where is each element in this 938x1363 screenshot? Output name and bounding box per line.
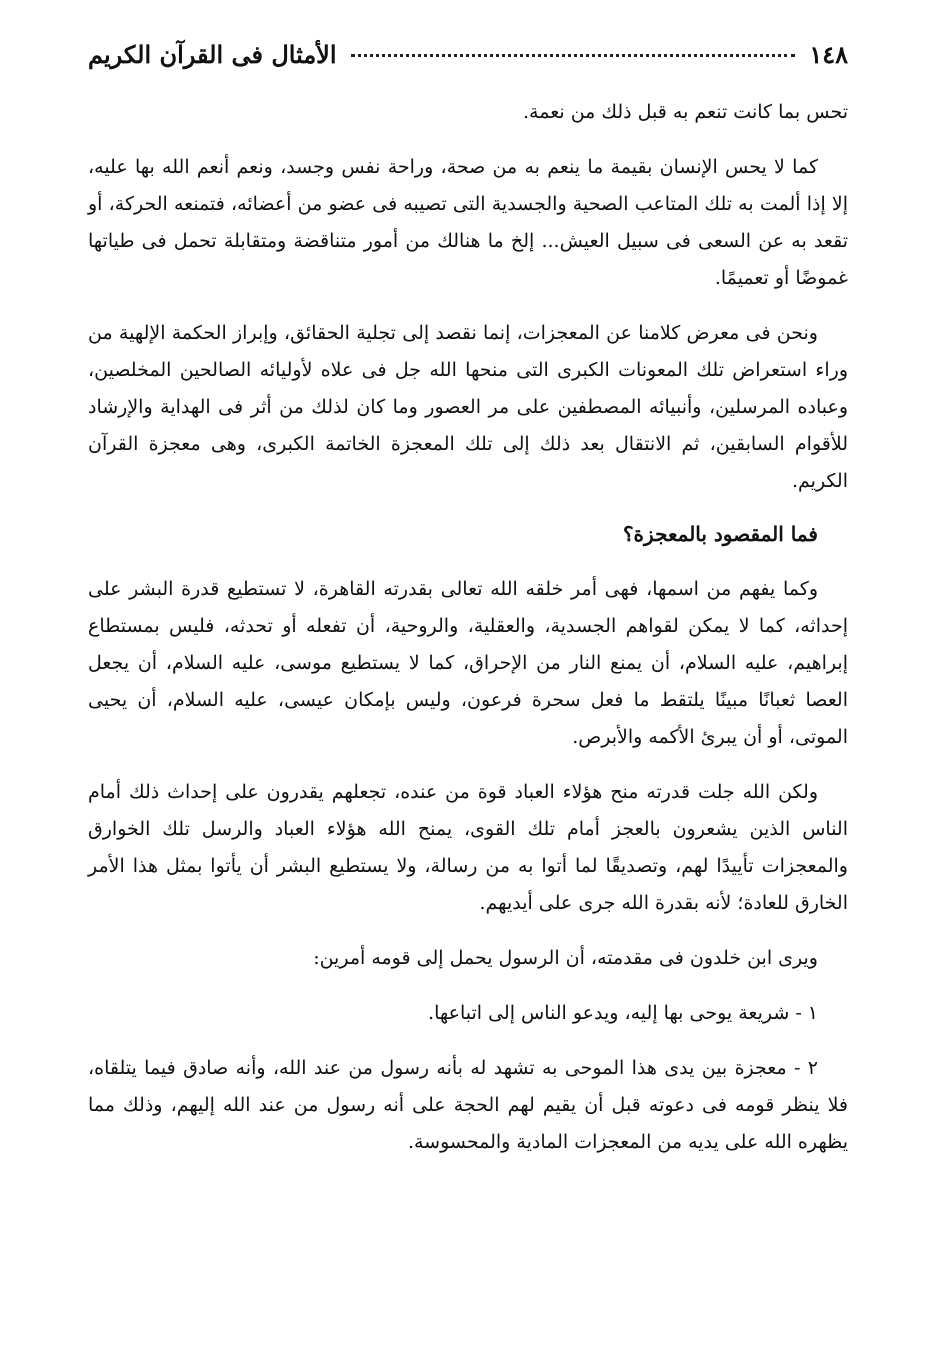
list-item: ١ - شريعة يوحى بها إليه، ويدعو الناس إلى اتباعها.: [428, 1002, 818, 1024]
section-subheading: فما المقصود بالمعجزة؟: [622, 522, 818, 546]
paragraph: ويرى ابن خلدون فى مقدمته، أن الرسول يحمل إلى قومه أمرين:: [313, 947, 818, 969]
body-text: [88, 94, 848, 1161]
paragraph: ونحن فى معرض كلامنا عن المعجزات، إنما نقصد إلى تجلية الحقائق، وإبراز الحكمة الإلهية من وراء استعراض تلك المعونات الكبرى التى منحها الله جل فى علاه لأوليائه الصالحين المخلصين، وعباده المرسلين، وأنبيائه المصطفين على مر العصور وما كان لذلك من أثر فى الهداية والإرشاد للأقوام السابقين، ثم الانتقال بعد ذلك إلى تلك المعجزة الخاتمة الكبرى، وهى معجزة القرآن الكريم.: [88, 322, 848, 492]
paragraph: وكما يفهم من اسمها، فهى أمر خلقه الله تعالى بقدرته القاهرة، لا تستطيع قدرة البشر على إحداثه، كما لا يمكن لقواهم الجسدية، والعقلية، والروحية، أن تفعله أو تحدثه، فليس بمستطاع إبراهيم، عليه السلام، أن يمنع النار من الإحراق، كما لا يستطيع موسى، عليه السلام، أن يجعل العصا ثعبانًا مبينًا يلتقط ما فعل سحرة فرعون، وليس بإمكان عيسى، عليه السلام، أن يحيى الموتى، أو أن يبرئ الأكمه والأبرص.: [88, 578, 848, 748]
paragraph: ولكن الله جلت قدرته منح هؤلاء العباد قوة من عنده، تجعلهم يقدرون على إحداث ذلك أمام الناس الذين يشعرون بالعجز أمام تلك القوى، يمنح الله هؤلاء العباد والرسل تلك الخوارق والمعجزات تأييدًا لهم، وتصديقًا لما أتوا به من رسالة، ولا يستطيع البشر أن يأتوا بمثل هذا الأمر الخارق للعادة؛ لأنه بقدرة الله جرى على أيديهم.: [88, 781, 848, 914]
list-item: ٢ - معجزة بين يدى هذا الموحى به تشهد له بأنه رسول من عند الله، وأنه صادق فيما يتلقاه، فلا ينظر قومه فى دعوته قبل أن يقيم لهم الحجة على أنه رسول من عند الله إليهم، وذلك مما يظهره الله على يديه من المعجزات المادية والمحسوسة.: [88, 1057, 848, 1153]
page-number: ١٤٨: [809, 40, 848, 69]
paragraph-continuation: تحس بما كانت تنعم به قبل ذلك من نعمة.: [522, 101, 848, 123]
header-dot-leader: [351, 54, 796, 57]
book-title: الأمثال فى القرآن الكريم: [88, 40, 337, 69]
paragraph: كما لا يحس الإنسان بقيمة ما ينعم به من صحة، وراحة نفس وجسد، ونعم أنعم الله بها عليه، إلا إذا ألمت به تلك المتاعب الصحية والجسدية التى تصيبه فى عضو من أعضائه، فتمنعه الحركة، أو تقعد به عن السعى فى سبيل العيش... إلخ ما هنالك من أمور متناقضة ومتقابلة تحمل فى طياتها غموضًا أو تعميمًا.: [88, 156, 848, 289]
book-page: [88, 40, 848, 1161]
running-header: [88, 40, 848, 84]
